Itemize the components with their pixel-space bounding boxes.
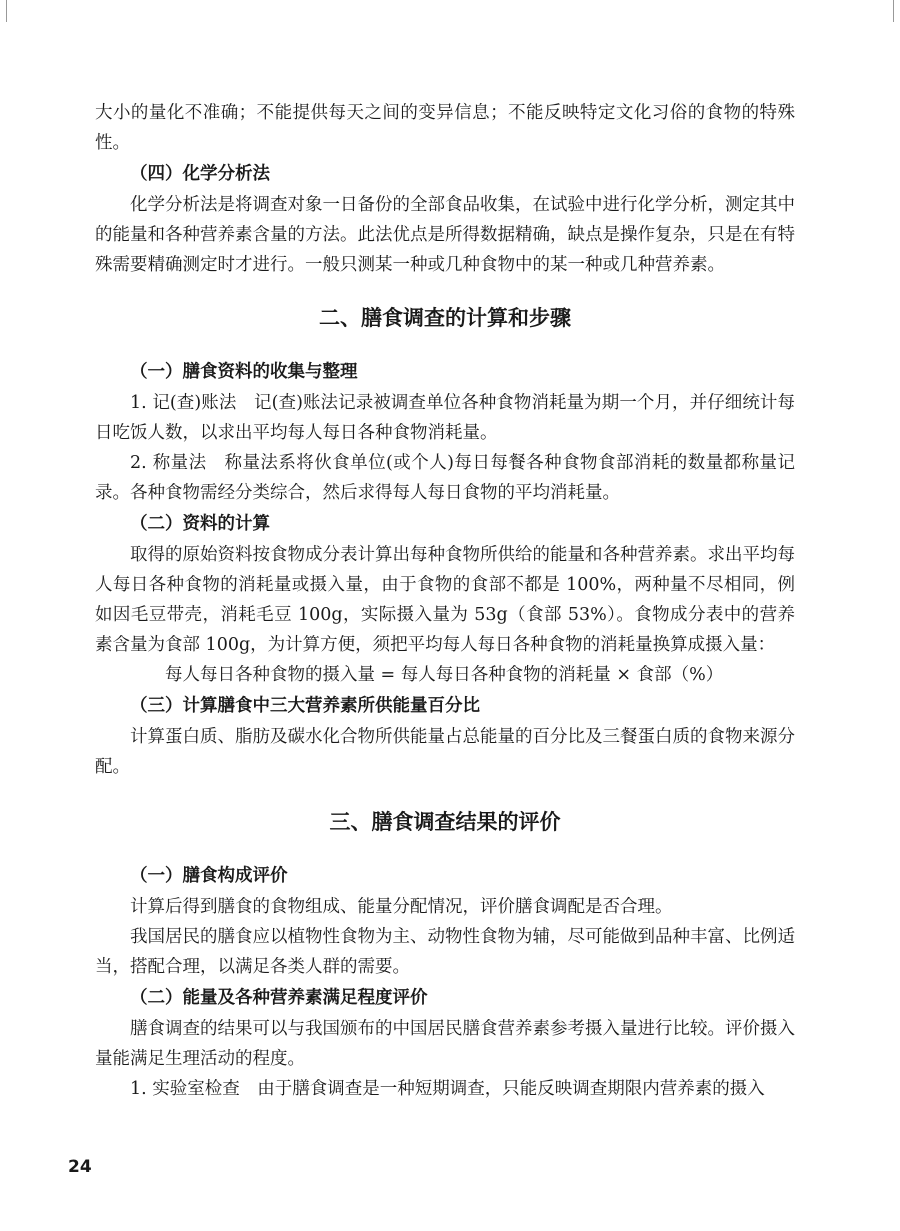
paragraph: 化学分析法是将调查对象一日备份的全部食品收集，在试验中进行化学分析，测定其中的能量和各种营养素含量的方法。此法优点是所得数据精确，缺点是操作复杂，只是在有特殊需要精确测定时才进行。一般只测某一种或几种食物中的某一种或几种营养素。: [95, 195, 795, 275]
crop-mark-right: [879, 0, 894, 22]
subheading: （一）膳食资料的收集与整理: [130, 362, 358, 382]
section-title: 二、膳食调查的计算和步骤: [319, 306, 571, 330]
subheading: （四）化学分析法: [130, 164, 270, 184]
paragraph: 2. 称量法 称量法系将伙食单位(或个人)每日每餐各种食物食部消耗的数量都称量记录。各种食物需经分类综合，然后求得每人每日食物的平均消耗量。: [95, 453, 795, 503]
subheading: （二）能量及各种营养素满足程度评价: [130, 988, 428, 1008]
subheading: （三）计算膳食中三大营养素所供能量百分比: [130, 696, 480, 716]
paragraph: 计算后得到膳食的食物组成、能量分配情况，评价膳食调配是否合理。: [130, 897, 673, 917]
subheading: （一）膳食构成评价: [130, 866, 288, 886]
paragraph: 取得的原始资料按食物成分表计算出每种食物所供给的能量和各种营养素。求出平均每人每日各种食物的消耗量或摄入量，由于食物的食部不都是 100%，两种量不尽相同，例如因毛豆带壳，消耗毛豆 100g，实际摄入量为 53g（食部 53%）。食物成分表中的营养素含量为食部 100g，为计算方便，须把平均每人每日各种食物的消耗量换算成摄入量：: [95, 545, 795, 655]
section-title: 三、膳食调查结果的评价: [329, 810, 561, 834]
page-body: [95, 98, 795, 1104]
paragraph: 计算蛋白质、脂肪及碳水化合物所供能量占总能量的百分比及三餐蛋白质的食物来源分配。: [95, 727, 795, 777]
crop-mark-left: [6, 0, 21, 22]
paragraph: 1. 实验室检查 由于膳食调查是一种短期调查，只能反映调查期限内营养素的摄入: [130, 1079, 765, 1099]
paragraph: 膳食调查的结果可以与我国颁布的中国居民膳食营养素参考摄入量进行比较。评价摄入量能满足生理活动的程度。: [95, 1019, 795, 1069]
paragraph: 我国居民的膳食应以植物性食物为主、动物性食物为辅，尽可能做到品种丰富、比例适当，搭配合理，以满足各类人群的需要。: [95, 927, 795, 977]
page-number: 24: [68, 1157, 92, 1177]
paragraph: 大小的量化不准确；不能提供每天之间的变异信息；不能反映特定文化习俗的食物的特殊性。: [95, 103, 795, 153]
paragraph: 1. 记(查)账法 记(查)账法记录被调查单位各种食物消耗量为期一个月，并仔细统计每日吃饭人数，以求出平均每人每日各种食物消耗量。: [95, 393, 795, 443]
subheading: （二）资料的计算: [130, 514, 270, 534]
formula: 每人每日各种食物的摄入量 = 每人每日各种食物的消耗量 × 食部（%）: [165, 665, 724, 685]
